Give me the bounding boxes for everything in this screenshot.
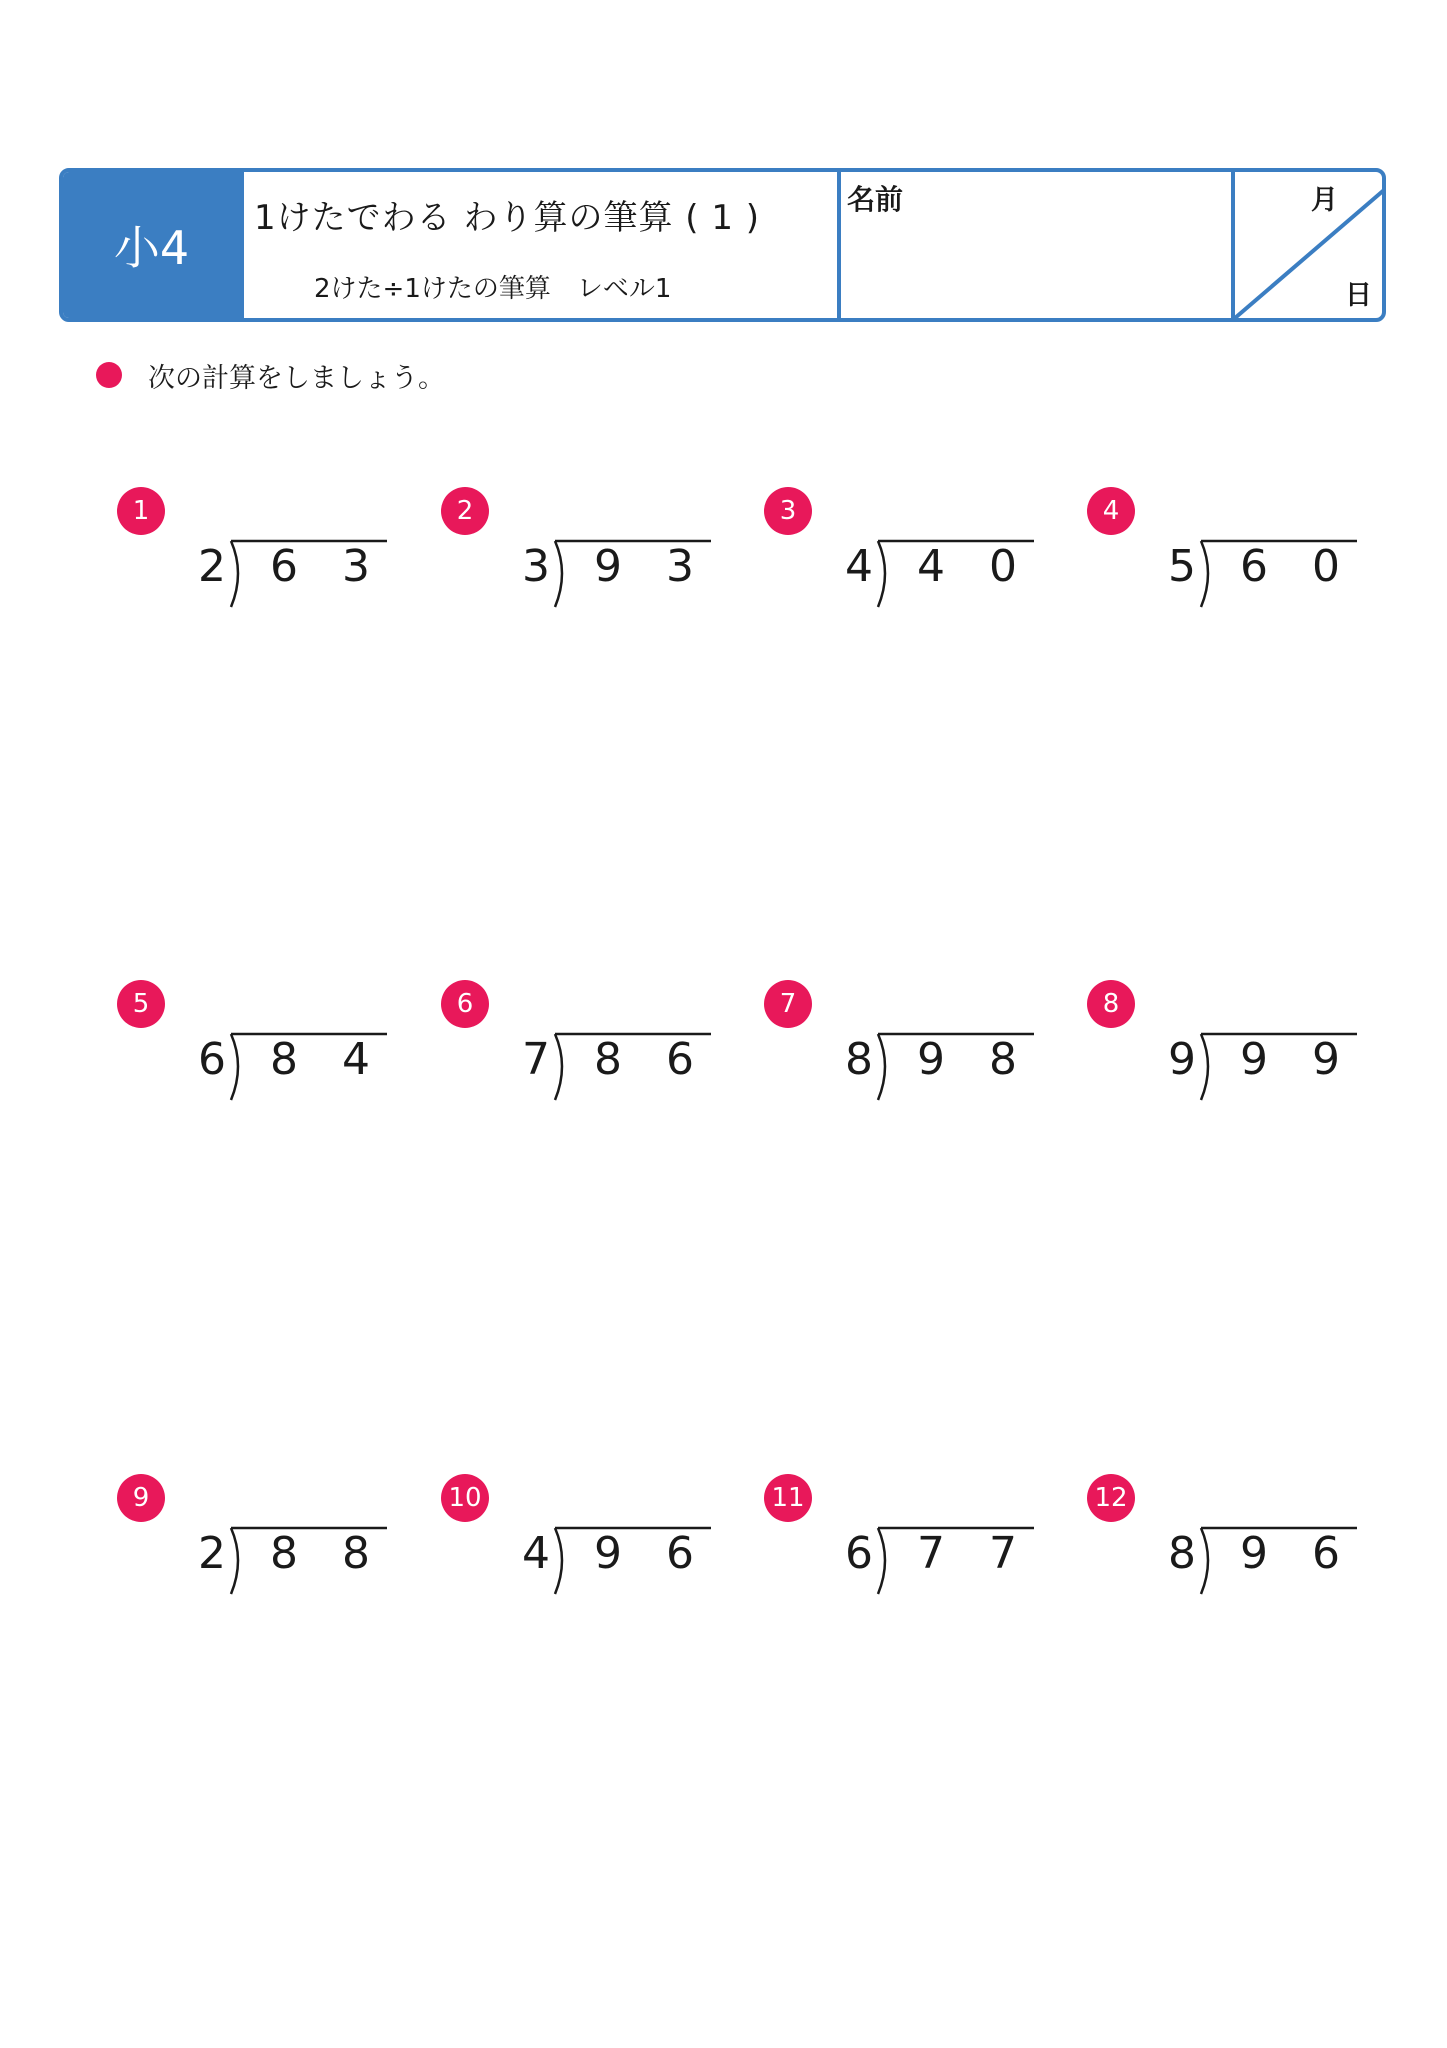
dividend-digit: 9 (917, 1034, 945, 1085)
divisor: 6 (845, 1528, 873, 1579)
problem-number-badge: 5 (117, 980, 165, 1028)
dividend-digit: 8 (270, 1034, 298, 1085)
division-problem (1087, 1474, 1387, 1594)
grade-label: 小4 (63, 172, 240, 318)
dividend-digit: 9 (1312, 1034, 1340, 1085)
dividend-digit: 4 (917, 541, 945, 592)
division-problem (1087, 487, 1387, 607)
divisor: 4 (845, 541, 873, 592)
problem-number-badge: 8 (1087, 980, 1135, 1028)
dividend-digit: 8 (342, 1528, 370, 1579)
division-problem (441, 1474, 741, 1594)
dividend-digit: 7 (989, 1528, 1017, 1579)
problem-number-badge: 12 (1087, 1474, 1135, 1522)
dividend-digit: 9 (1240, 1528, 1268, 1579)
division-problem (117, 487, 417, 607)
dividend-digit: 6 (1240, 541, 1268, 592)
division-problem (764, 1474, 1064, 1594)
dividend-digit: 7 (917, 1528, 945, 1579)
instruction-text: 次の計算をしましょう。 (148, 362, 445, 394)
divisor: 6 (198, 1034, 226, 1085)
division-problem (117, 1474, 417, 1594)
worksheet-subtitle: 2けた÷1けたの筆算 レベル1 (314, 274, 672, 304)
dividend-digit: 6 (666, 1034, 694, 1085)
dividend-digit: 3 (666, 541, 694, 592)
month-label: 月 (1311, 185, 1338, 216)
divisor: 5 (1168, 541, 1196, 592)
bullet-dot-icon (96, 362, 122, 388)
worksheet-title: 1けたでわる わり算の筆算 ( 1 ) (254, 198, 761, 238)
problem-number-badge: 11 (764, 1474, 812, 1522)
dividend-digit: 9 (594, 1528, 622, 1579)
problem-number-badge: 6 (441, 980, 489, 1028)
day-label: 日 (1345, 280, 1372, 311)
dividend-digit: 4 (342, 1034, 370, 1085)
problem-number-badge: 9 (117, 1474, 165, 1522)
divisor: 8 (1168, 1528, 1196, 1579)
dividend-digit: 6 (270, 541, 298, 592)
division-problem (764, 980, 1064, 1100)
dividend-digit: 6 (666, 1528, 694, 1579)
title-cell (240, 172, 837, 318)
problem-number-badge: 10 (441, 1474, 489, 1522)
divisor: 8 (845, 1034, 873, 1085)
date-field[interactable] (1231, 172, 1382, 318)
name-label: 名前 (847, 183, 904, 216)
divisor: 2 (198, 541, 226, 592)
dividend-digit: 8 (594, 1034, 622, 1085)
dividend-digit: 8 (270, 1528, 298, 1579)
division-problem (1087, 980, 1387, 1100)
divisor: 7 (522, 1034, 550, 1085)
problem-number-badge: 1 (117, 487, 165, 535)
problem-number-badge: 2 (441, 487, 489, 535)
dividend-digit: 9 (594, 541, 622, 592)
problem-number-badge: 3 (764, 487, 812, 535)
name-field[interactable] (837, 172, 1231, 318)
dividend-digit: 8 (989, 1034, 1017, 1085)
divisor: 3 (522, 541, 550, 592)
instruction (96, 355, 445, 395)
divisor: 9 (1168, 1034, 1196, 1085)
division-problem (764, 487, 1064, 607)
division-problem (441, 487, 741, 607)
problem-number-badge: 4 (1087, 487, 1135, 535)
division-problem (117, 980, 417, 1100)
dividend-digit: 3 (342, 541, 370, 592)
dividend-digit: 9 (1240, 1034, 1268, 1085)
dividend-digit: 0 (1312, 541, 1340, 592)
divisor: 4 (522, 1528, 550, 1579)
problem-number-badge: 7 (764, 980, 812, 1028)
worksheet-header (59, 168, 1386, 322)
divisor: 2 (198, 1528, 226, 1579)
division-problem (441, 980, 741, 1100)
dividend-digit: 6 (1312, 1528, 1340, 1579)
dividend-digit: 0 (989, 541, 1017, 592)
